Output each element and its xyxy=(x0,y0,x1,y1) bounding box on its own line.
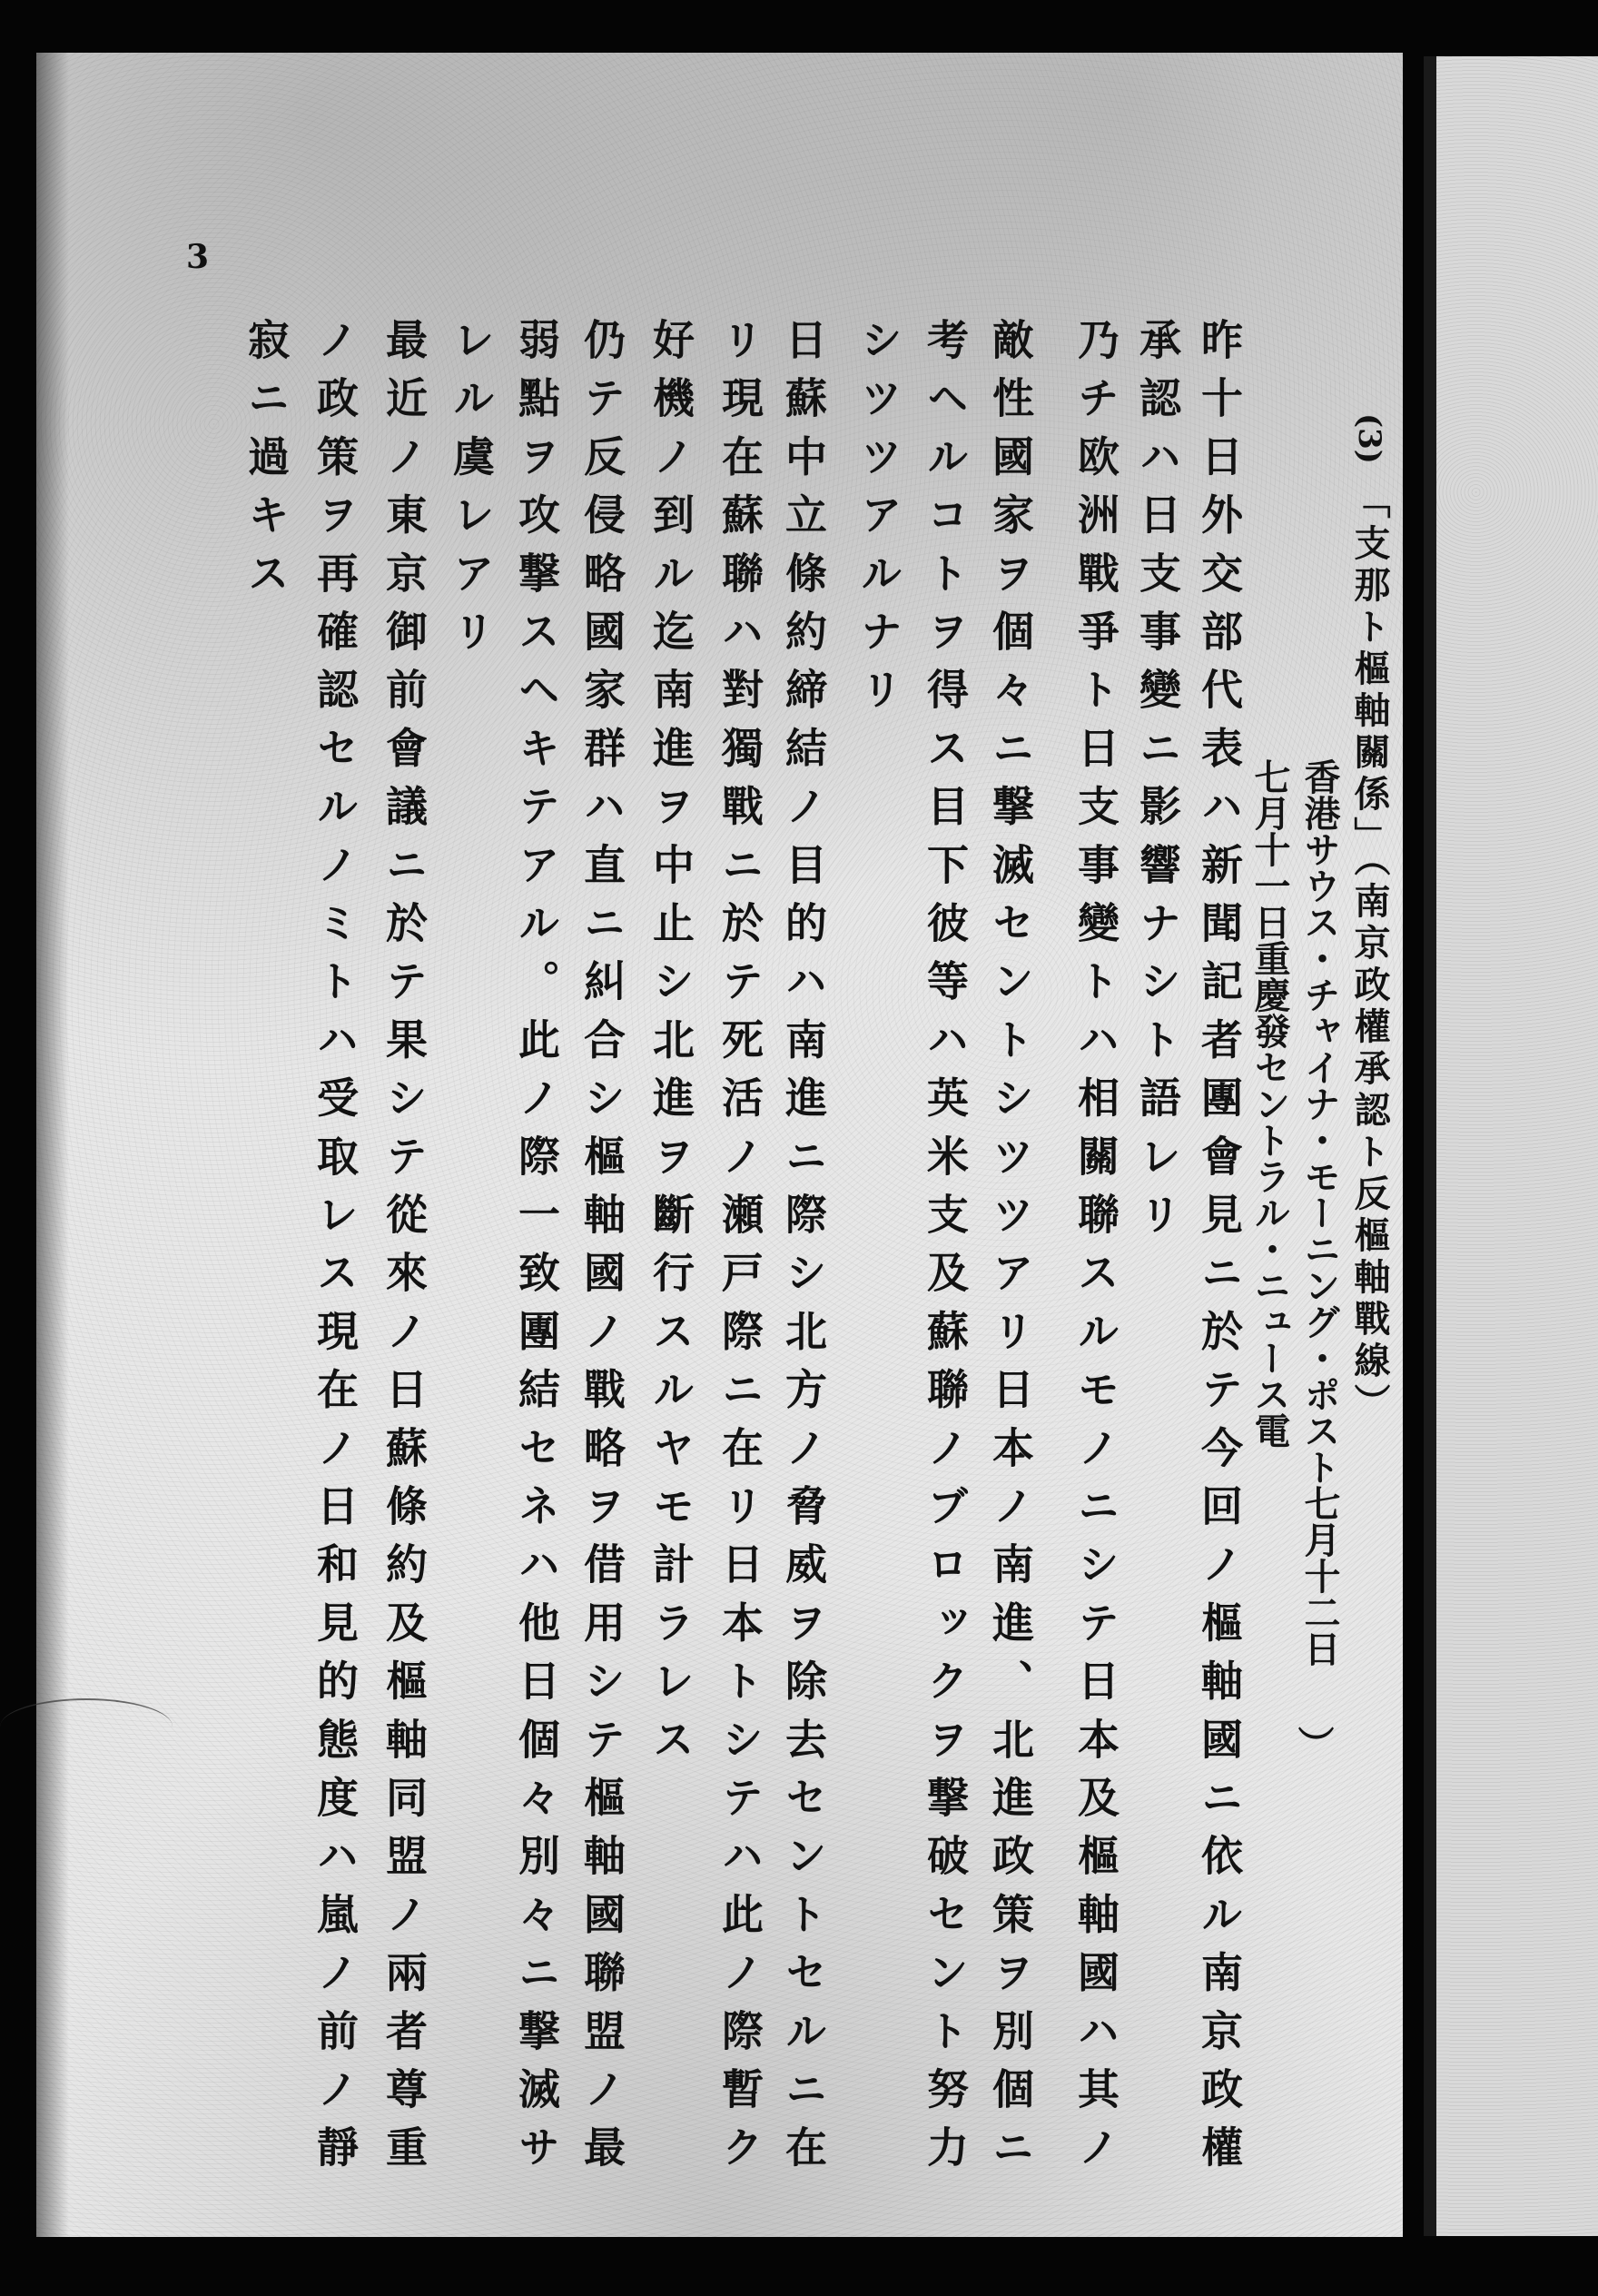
body-line-12: レル虞レアリ xyxy=(447,318,496,668)
facing-page-edge xyxy=(1424,56,1598,2236)
body-line-1: 昨十日外交部代表ハ新聞記者團會見ニ於テ今回ノ樞軸國ニ依ル南京政權 xyxy=(1195,318,1244,2184)
page-gutter-shadow xyxy=(36,53,69,2237)
body-line-9: 好機ノ到ル迄南進ヲ中止シ北進ヲ斷行スルヤモ計ラレス xyxy=(646,318,695,1776)
source-line-2: 七月十一日重慶發セントラル・ニュース電 xyxy=(1248,758,1290,1449)
body-line-15: 寂ニ過キス xyxy=(242,318,291,609)
body-line-13: 最近ノ東京御前會議ニ於テ果シテ從來ノ日蘇條約及樞軸同盟ノ兩者尊重 xyxy=(380,318,429,2184)
body-line-4: 敵性國家ヲ個々ニ撃滅セントシツツアリ日本ノ南進、北進政策ヲ別個ニ xyxy=(986,318,1035,2184)
body-line-5: 考ヘルコトヲ得ス目下彼等ハ英米支及蘇聯ノブロックヲ撃破セント努力 xyxy=(921,318,970,2184)
source-line-1: 香港サウス・チャイナ・モーニング・ポスト七月十二日 xyxy=(1298,758,1340,1667)
body-line-10: 仍テ反侵略國家群ハ直ニ糾合シ樞軸國ノ戰略ヲ借用シテ樞軸國聯盟ノ最 xyxy=(577,318,626,2184)
section-number: (3) xyxy=(1351,413,1387,464)
body-line-14: ノ政策ヲ再確認セルノミトハ受取レス現在ノ日和見的態度ハ嵐ノ前ノ靜 xyxy=(311,318,360,2184)
page-number: 3 xyxy=(186,238,210,276)
body-line-6: シツツアルナリ xyxy=(854,318,903,727)
body-line-2: 承認ハ日支事變ニ影響ナシト語レリ xyxy=(1133,318,1182,1252)
section-title: 「支那ト樞軸關係」（南京政權承認ト反樞軸戰線） xyxy=(1348,481,1391,1425)
section-heading xyxy=(1344,413,1396,1425)
body-line-11: 弱點ヲ攻撃スヘキテアル。此ノ際一致團結セネハ他日個々別々ニ撃滅サ xyxy=(512,318,561,2184)
body-line-3: 乃チ欧洲戰爭ト日支事變トハ相關聯スルモノニシテ日本及樞軸國ハ其ノ xyxy=(1071,318,1120,2184)
scan-scratch-mark xyxy=(0,1698,173,1755)
body-line-8: リ現在蘇聯ハ對獨戰ニ於テ死活ノ瀬戸際ニ在リ日本トシテハ此ノ際暫ク xyxy=(715,318,764,2184)
source-close-paren: ） xyxy=(1292,1726,1334,1762)
body-line-7: 日蘇中立條約締結ノ目的ハ南進ニ際シ北方ノ脅威ヲ除去セントセルニ在 xyxy=(779,318,828,2184)
